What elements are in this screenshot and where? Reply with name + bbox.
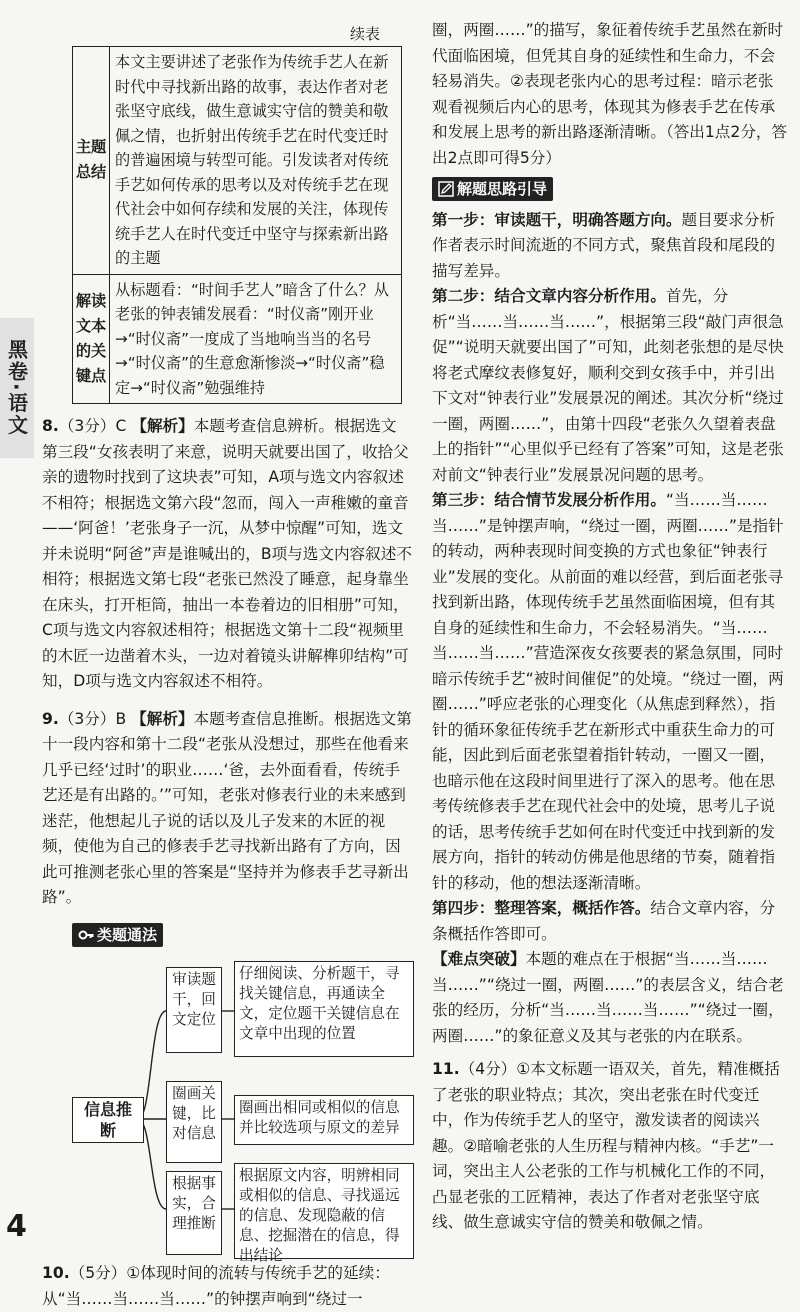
question-number: 9. xyxy=(42,709,59,728)
right-column xyxy=(432,18,788,1236)
question-text: （4分）①本文标题一语双关，首先，精准概括了老张的职业特点；其次，突出老张在时代变迁中，作为传统手艺人的坚守，激发读者的阅读兴趣。②暗喻老张的人生历程与精神内核。“手艺”一词，突出主人公老张的工作与机械化工作的不同，凸显老张的工匠精神，表达了作者对老张坚守底线、做生意诚实守信的赞美和敬佩之情。 xyxy=(432,1060,780,1231)
step-title: 第二步：结合文章内容分析作用。 xyxy=(432,287,666,305)
question-number: 11. xyxy=(432,1060,460,1078)
step-text: 题目要求分析作者表示时间流逝的不同方式，聚焦首段和尾段的描写差异。 xyxy=(432,210,776,280)
key-icon xyxy=(78,927,94,943)
method-badge-label: 类题通法 xyxy=(97,925,158,944)
mindmap-branch: 审读题干，回文定位 xyxy=(166,967,222,1053)
question-8 xyxy=(42,414,412,695)
table-cell: 本文主要讲述了老张作为传统手艺人在新时代中寻找新出路的故事，表达作者对老张坚守底线，做生意诚实守信的赞美和敬佩之情，也折射出传统手艺在时代变迁时的普遍困境与转型可能。引发读者对传统手艺如何传承的思考以及对传统手艺在现代社会中如何存续和发展的关注，体现传统手艺人在时代变迁中坚守与探索新出路的主题 xyxy=(110,47,402,275)
question-10 xyxy=(42,1261,412,1312)
guide-badge xyxy=(432,177,553,201)
question-score: （3分）C xyxy=(58,417,127,435)
step-text: “当……当……当……”是钟摆声响，“绕过一圈，两圈……”是指针的转动，两种表现时间变换的方式也象征“钟表行业”发展的变化。从前面的难以经营，到后面老张寻找到新出路，体现传统手艺虽然面临困境，但有其自身的延续性和生命力，不会轻易消失。“当……当……当……”营造深夜女孩要表的紧急氛围，同时暗示传统手艺“被时间催促”的处境。“绕过一圈，两圈……”呼应老张的心理变化（从焦虑到释然），指针的循环象征传统手艺在新形式中重获生命力的可能，因此到后面老张望着指针转动，一圈又一圈，也暗示他在这段时间里进行了深入的思考。他在思考传统修表手艺在现代社会中的处境，思考儿子说的话，思考传统手艺如何在时代变迁中找到新的发展方向，指针的转动仿佛是他思绪的节奏，随着指针的移动，他的想法逐渐清晰。 xyxy=(432,491,784,892)
analysis-tag: 【解析】 xyxy=(131,417,194,435)
mindmap-root: 信息推断 xyxy=(72,1097,144,1143)
difficulty-text: 本题的难点在于根据“当……当……当……”“绕过一圈，两圈……”的表层含义，结合老张的经历，分析“当……当……当……”“绕过一圈，两圈……”的象征意义及其与老张的内在联系。 xyxy=(432,950,784,1045)
pencil-icon xyxy=(438,181,454,197)
side-tab-label: 黑卷·语文 xyxy=(4,339,29,437)
side-tab xyxy=(0,318,34,458)
table-row xyxy=(73,47,402,275)
step-2 xyxy=(432,284,788,488)
mindmap-detail: 圈画出相同或相似的信息并比较选项与原文的差异 xyxy=(234,1095,414,1145)
question-10-continued: 圈，两圈……”的描写，象征着传统手艺虽然在新时代面临困境，但凭其自身的延续性和生命力，不会轻易消失。②表现老张内心的思考过程：暗示老张观看视频后内心的思考，体现其为修表手艺在传承和发展上思考的新出路逐渐清晰。（答出1点2分，答出2点即可得5分） xyxy=(432,21,788,167)
mindmap-detail: 仔细阅读、分析题干，寻找关键信息，再通读全文，定位题干关键信息在文章中出现的位置 xyxy=(234,961,414,1057)
question-text: 本题考查信息推断。根据选文第十一段内容和第十二段“老张从没想过，那些在他看来几乎已经‘过时’的职业……‘爸，去外面看看，传统手艺还是有出路的。’”可知，老张对修表行业的未来感到迷茫，他想起儿子说的话以及儿子发来的木匠的视频，使他为自己的修表手艺寻找新出路有了方向，因此可推测老张心里的答案是“坚持并为修表手艺寻新出路”。 xyxy=(42,709,412,906)
step-title: 第四步：整理答案，概括作答。 xyxy=(432,899,651,917)
mindmap xyxy=(72,957,412,1264)
table-head: 解读文本的关键点 xyxy=(73,274,110,404)
difficulty-tag: 【难点突破】 xyxy=(432,950,526,968)
step-title: 第三步：结合情节发展分析作用。 xyxy=(432,491,666,509)
table-cell: 从标题看：“时间手艺人”暗含了什么？从老张的钟表铺发展看：“时仪斋”刚开业→“时仪斋”一度成了当地响当当的名号→“时仪斋”的生意愈渐惨淡→“时仪斋”稳定→“时仪斋”勉强维持 xyxy=(110,274,402,404)
step-1 xyxy=(432,208,788,285)
step-4 xyxy=(432,896,788,947)
step-3 xyxy=(432,488,788,896)
question-text: （5分）①体现时间的流转与传统手艺的延续：从“当……当……当……”的钟摆声响到“绕过一 xyxy=(42,1264,390,1308)
analysis-tag: 【解析】 xyxy=(131,709,194,728)
mindmap-branch: 圈画关键，比对信息 xyxy=(166,1081,222,1163)
question-11 xyxy=(432,1057,788,1236)
table-row xyxy=(73,274,402,404)
summary-table xyxy=(72,46,402,404)
question-9 xyxy=(42,707,412,911)
mindmap-branch: 根据事实，合理推断 xyxy=(166,1171,222,1255)
step-title: 第一步：审读题干，明确答题方向。 xyxy=(432,210,682,229)
guide-badge-label: 解题思路引导 xyxy=(457,180,548,198)
question-score: （3分）B xyxy=(58,709,127,728)
page-number: 4 xyxy=(6,1209,27,1244)
step-text: 结合文章内容，分条概括作答即可。 xyxy=(432,899,776,943)
table-head: 主题总结 xyxy=(73,47,110,275)
guide-header xyxy=(432,177,788,206)
step-text: 首先，分析“当……当……当……”，根据第三段“敲门声很急促”“说明天就要出国了”可知，此刻老张想的是尽快将老式摩纹表修复好，顺利交到女孩手中，并引出下文对“钟表行业”发展景况的阐述。其次分析“绕过一圈，两圈……”，由第十四段“老张久久望着表盘上的指针”“心里似乎已经有了答案”可知，这是老张对前文“钟表行业”发展景况问题的思考。 xyxy=(432,287,784,484)
left-column xyxy=(42,0,412,1312)
continued-label: 续表 xyxy=(349,25,380,43)
question-number: 10. xyxy=(42,1264,70,1282)
question-number: 8. xyxy=(42,417,59,435)
mindmap-detail: 根据原文内容，明辨相同或相似的信息、寻找遥远的信息、发现隐蔽的信息、挖掘潜在的信息，得出结论 xyxy=(234,1163,414,1259)
method-badge xyxy=(72,923,163,947)
question-text: 本题考查信息辨析。根据选文第三段“女孩表明了来意，说明天就要出国了，收拾父亲的遗物时找到了这块表”可知，A项与选文内容叙述不相符；根据选文第六段“忽而，闯入一声稚嫩的童音——‘阿爸！’老张身子一沉，从梦中惊醒”可知，选文并未说明“阿爸”声是谁喊出的，B项与选文内容叙述不相符；根据选文第七段“老张已然没了睡意，起身靠坐在床头，打开柜筒，抽出一本卷着边的旧相册”可知，C项与选文内容叙述相符；根据选文第十二段“视频里的木匠一边凿着木头，一边对着镜头讲解榫卯结构”可知，D项与选文内容叙述不相符。 xyxy=(42,417,412,690)
difficulty-note xyxy=(432,947,788,1049)
method-header xyxy=(72,923,412,952)
